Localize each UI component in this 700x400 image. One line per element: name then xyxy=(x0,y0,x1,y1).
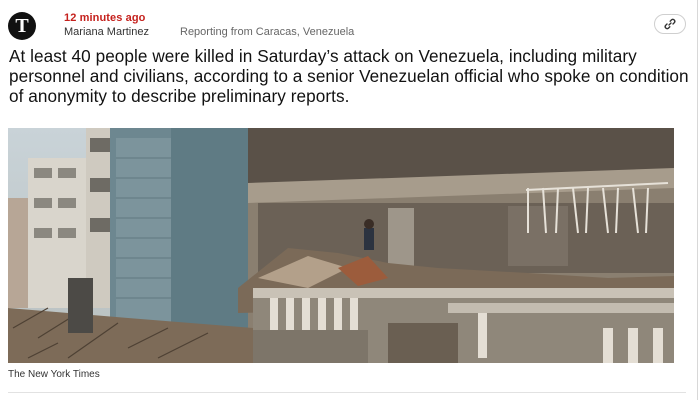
damaged-building-photo xyxy=(8,128,674,363)
link-icon xyxy=(663,17,677,31)
post-header xyxy=(8,10,686,40)
card-border xyxy=(697,0,698,400)
author-name[interactable]: Mariana Martinez xyxy=(64,26,149,38)
nyt-logo-icon: T xyxy=(8,12,36,40)
post-headline: At least 40 people were killed in Saturday’s attack on Venezuela, including military personnel and civilians, according to a senior Venezuelan official who spoke on condition of anonymity to describe preliminary reports. xyxy=(9,46,689,107)
copy-link-button[interactable] xyxy=(654,14,686,34)
reporting-location: Reporting from Caracas, Venezuela xyxy=(180,26,355,38)
timestamp: 12 minutes ago xyxy=(64,12,146,24)
divider xyxy=(8,392,686,393)
nyt-logo[interactable] xyxy=(8,12,52,40)
article-photo xyxy=(8,128,674,363)
photo-credit: The New York Times xyxy=(8,369,100,380)
